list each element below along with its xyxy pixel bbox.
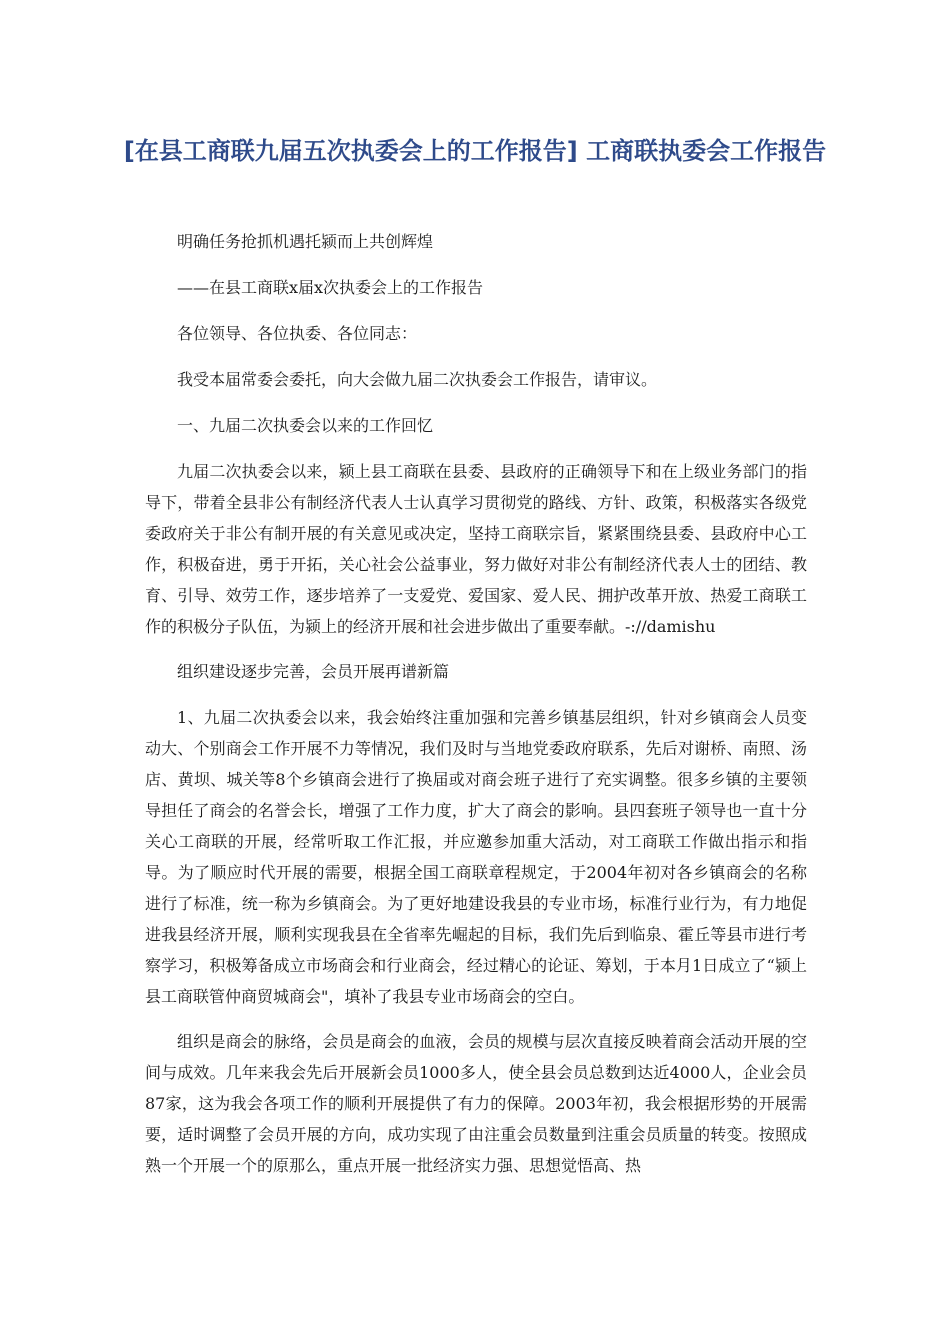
body-paragraph: 组织是商会的脉络，会员是商会的血液，会员的规模与层次直接反映着商会活动开展的空间与成效。几年来我会先后开展新会员1000多人，使全县会员总数到达近4000人，企业会员87家，这为我会各项工作的顺利开展提供了有力的保障。2003年初，我会根据形势的开展需要，适时调整了会员开展的方向，成功实现了由注重会员数量到注重会员质量的转变。按照成熟一个开展一个的原那么，重点开展一批经济实力强、思想觉悟高、热: [145, 1032, 807, 1175]
body-paragraph: 九届二次执委会以来，颍上县工商联在县委、县政府的正确领导下和在上级业务部门的指导下，带着全县非公有制经济代表人士认真学习贯彻党的路线、方针、政策，积极落实各级党委政府关于非公有制开展的有关意见或决定，坚持工商联宗旨，紧紧围绕县委、县政府中心工作，积极奋进，勇于开拓，关心社会公益事业，努力做好对非公有制经济代表人士的团结、教育、引导、效劳工作，逐步培养了一支爱党、爱国家、爱人民、拥护改革开放、热爱工商联工作的积极分子队伍，为颍上的经济开展和社会进步做出了重要奉献。-://damishu: [145, 462, 807, 636]
report-subtitle: 明确任务抢抓机遇托颍而上共创辉煌: [177, 232, 434, 251]
subsection-heading: 组织建设逐步完善，会员开展再谱新篇: [177, 662, 450, 681]
salutation: 各位领导、各位执委、各位同志：: [177, 324, 418, 343]
report-byline: ——在县工商联x届x次执委会上的工作报告: [177, 278, 484, 297]
document-title: [在县工商联九届五次执委会上的工作报告] 工商联执委会工作报告: [123, 137, 827, 165]
opening-paragraph: 我受本届常委会委托，向大会做九届二次执委会工作报告，请审议。: [177, 370, 658, 389]
body-paragraph: 1、九届二次执委会以来，我会始终注重加强和完善乡镇基层组织，针对乡镇商会人员变动大、个别商会工作开展不力等情况，我们及时与当地党委政府联系，先后对谢桥、南照、汤店、黄坝、城关等8个乡镇商会进行了换届或对商会班子进行了充实调整。很多乡镇的主要领导担任了商会的名誉会长，增强了工作力度，扩大了商会的影响。县四套班子领导也一直十分关心工商联的开展，经常听取工作汇报，并应邀参加重大活动，对工商联工作做出指示和指导。为了顺应时代开展的需要，根据全国工商联章程规定，于2004年初对各乡镇商会的名称进行了标准，统一称为乡镇商会。为了更好地建设我县的专业市场，标准行业行为，有力地促进我县经济开展，顺利实现我县在全省率先崛起的目标，我们先后到临泉、霍丘等县市进行考察学习，积极筹备成立市场商会和行业商会，经过精心的论证、筹划，于本月1日成立了“颍上县工商联管仲商贸城商会"，填补了我县专业市场商会的空白。: [145, 708, 807, 1006]
document-body: [145, 226, 807, 1195]
section-heading: 一、九届二次执委会以来的工作回忆: [177, 416, 434, 435]
